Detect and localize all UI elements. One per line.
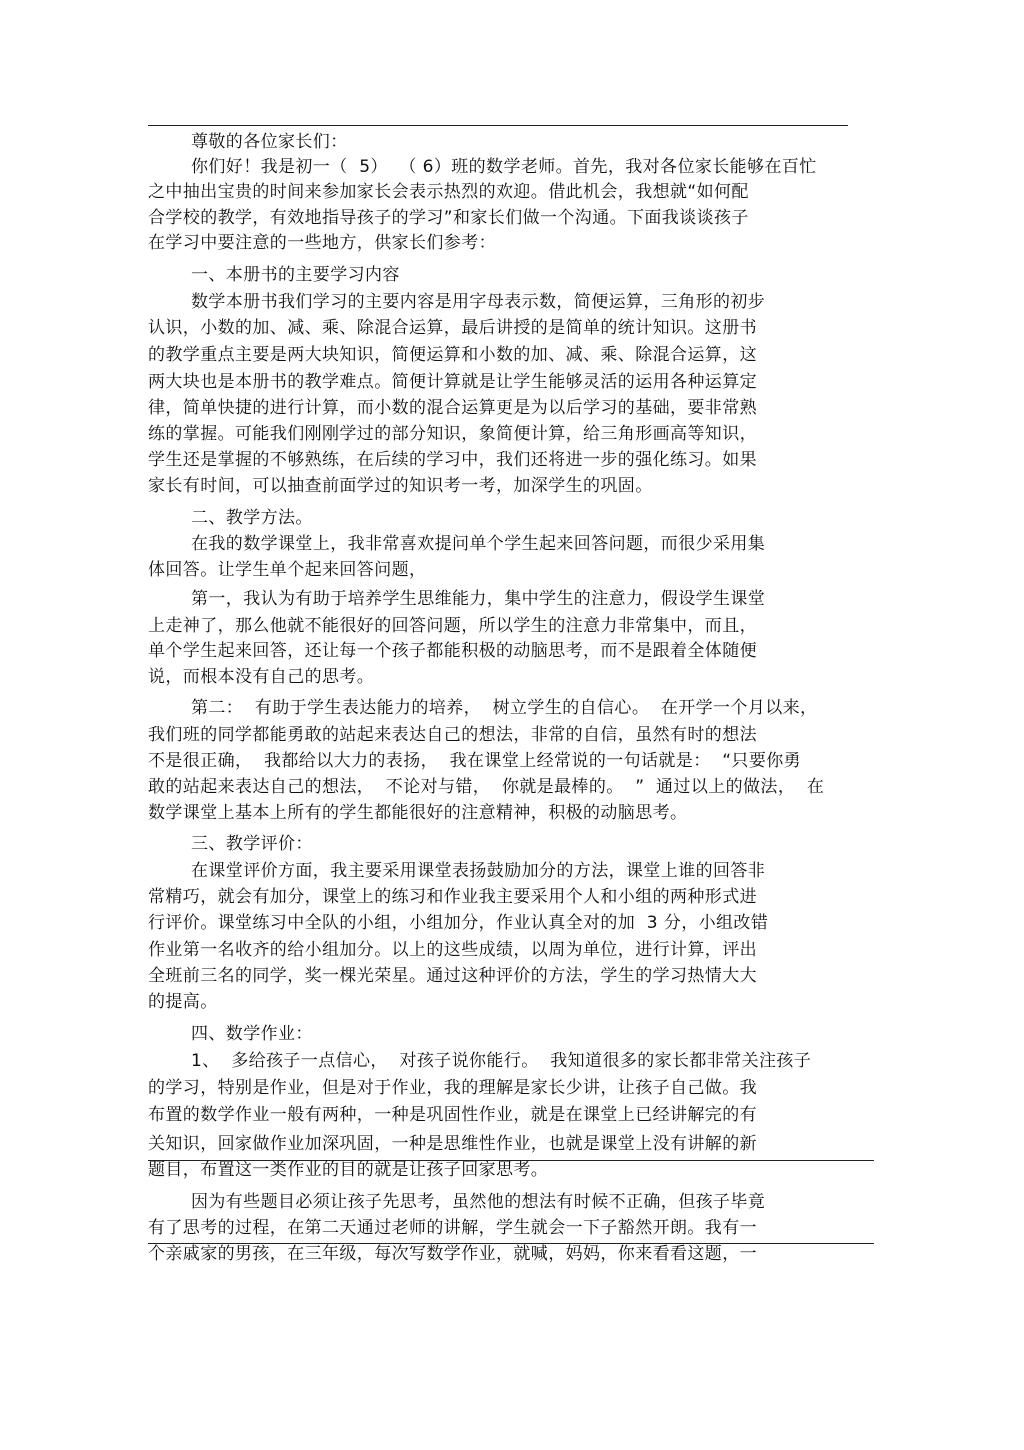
text-line: 全班前三名的同学，奖一棵光荣星。通过这种评价的方法，学生的学习热情大大: [148, 966, 757, 986]
text-line: 题目，布置这一类作业的目的就是让孩子回家思考。: [148, 1160, 549, 1180]
text-line: 两大块也是本册书的教学难点。简便计算就是让学生能够灵活的运用各种运算定: [148, 372, 757, 392]
text-line: 练的掌握。可能我们刚刚学过的部分知识，象简便计算，给三角形画高等知识，: [148, 424, 757, 444]
text-line: 你们好！我是初一（ 5） （ 6）班的数学老师。首先，我对各位家长能够在百忙: [191, 157, 817, 177]
text-line: 有了思考的过程，在第二天通过老师的讲解，学生就会一下子豁然开朗。我有一: [148, 1218, 757, 1238]
text-line: 合学校的教学，有效地指导孩子的学习”和家长们做一个沟通。下面我谈谈孩子: [148, 208, 749, 228]
text-line: 四、数学作业：: [191, 1024, 313, 1044]
text-line: 说，而根本没有自己的思考。: [148, 667, 375, 687]
text-line: 不是很正确， 我都给以大力的表扬， 我在课堂上经常说的一句话就是： “只要你勇: [148, 751, 802, 771]
text-line: 尊敬的各位家长们：: [191, 132, 348, 152]
text-line: 三、教学评价：: [191, 834, 313, 854]
text-line: 数学课堂上基本上所有的学生都能很好的注意精神，积极的动脑思考。: [148, 803, 688, 823]
text-line: 数学本册书我们学习的主要内容是用字母表示数，简便运算，三角形的初步: [191, 292, 766, 312]
text-line: 上走神了，那么他就不能很好的回答问题，所以学生的注意力非常集中，而且，: [148, 616, 757, 636]
text-line: 二、教学方法。: [191, 508, 313, 528]
text-line: 的学习，特别是作业，但是对于作业，我的理解是家长少讲，让孩子自己做。我: [148, 1078, 757, 1098]
text-line: 敢的站起来表达自己的想法， 不论对与错， 你就是最棒的。 ” 通过以上的做法， 在: [148, 777, 825, 797]
text-line: 关知识，回家做作业加深巩固，一种是思维性作业，也就是课堂上没有讲解的新: [148, 1134, 757, 1154]
text-line: 之中抽出宝贵的时间来参加家长会表示热烈的欢迎。借此机会，我想就“如何配: [148, 182, 749, 202]
text-line: 在学习中要注意的一些地方，供家长们参考：: [148, 233, 496, 253]
text-line: 单个学生起来回答，还让每一个孩子都能积极的动脑思考，而不是跟着全体随便: [148, 641, 757, 661]
text-line: 第二： 有助于学生表达能力的培养， 树立学生的自信心。 在开学一个月以来，: [191, 698, 818, 718]
text-line: 在我的数学课堂上，我非常喜欢提问单个学生起来回答问题，而很少采用集: [191, 534, 766, 554]
text-line: 常精巧，就会有加分，课堂上的练习和作业我主要采用个人和小组的两种形式进: [148, 887, 757, 907]
text-line: 布置的数学作业一般有两种，一种是巩固性作业，就是在课堂上已经讲解完的有: [148, 1105, 757, 1125]
text-line: 在课堂评价方面，我主要采用课堂表扬鼓励加分的方法，课堂上谁的回答非: [191, 861, 766, 881]
text-line: 认识，小数的加、减、乘、除混合运算，最后讲授的是简单的统计知识。这册书: [148, 318, 757, 338]
text-line: 体回答。让学生单个起来回答问题，: [148, 560, 427, 580]
text-line: 因为有些题目必须让孩子先思考，虽然他的想法有时候不正确，但孩子毕竟: [191, 1192, 766, 1212]
text-line: 作业第一名收齐的给小组加分。以上的这些成绩，以周为单位，进行计算，评出: [148, 940, 757, 960]
top-divider: [148, 125, 848, 126]
text-line: 第一，我认为有助于培养学生思维能力，集中学生的注意力，假设学生课堂: [191, 589, 766, 609]
text-line: 家长有时间，可以抽查前面学过的知识考一考，加深学生的巩固。: [148, 476, 653, 496]
text-line: 的提高。: [148, 992, 218, 1012]
text-line: 个亲戚家的男孩，在三年级，每次写数学作业，就喊，妈妈，你来看看这题，一: [148, 1244, 757, 1264]
text-line: 律，简单快捷的进行计算，而小数的混合运算更是为以后学习的基础，要非常熟: [148, 398, 757, 418]
text-line: 学生还是掌握的不够熟练，在后续的学习中，我们还将进一步的强化练习。如果: [148, 450, 757, 470]
text-line: 的教学重点主要是两大块知识，简便运算和小数的加、减、乘、除混合运算，这: [148, 345, 757, 365]
text-line: 行评价。课堂练习中全队的小组，小组加分，作业认真全对的加 3 分，小组改错: [148, 913, 769, 933]
text-line: 1、 多给孩子一点信心， 对孩子说你能行。 我知道很多的家长都非常关注孩子: [191, 1051, 812, 1071]
text-line: 一、本册书的主要学习内容: [191, 265, 400, 285]
text-line: 我们班的同学都能勇敢的站起来表达自己的想法，非常的自信，虽然有时的想法: [148, 725, 757, 745]
